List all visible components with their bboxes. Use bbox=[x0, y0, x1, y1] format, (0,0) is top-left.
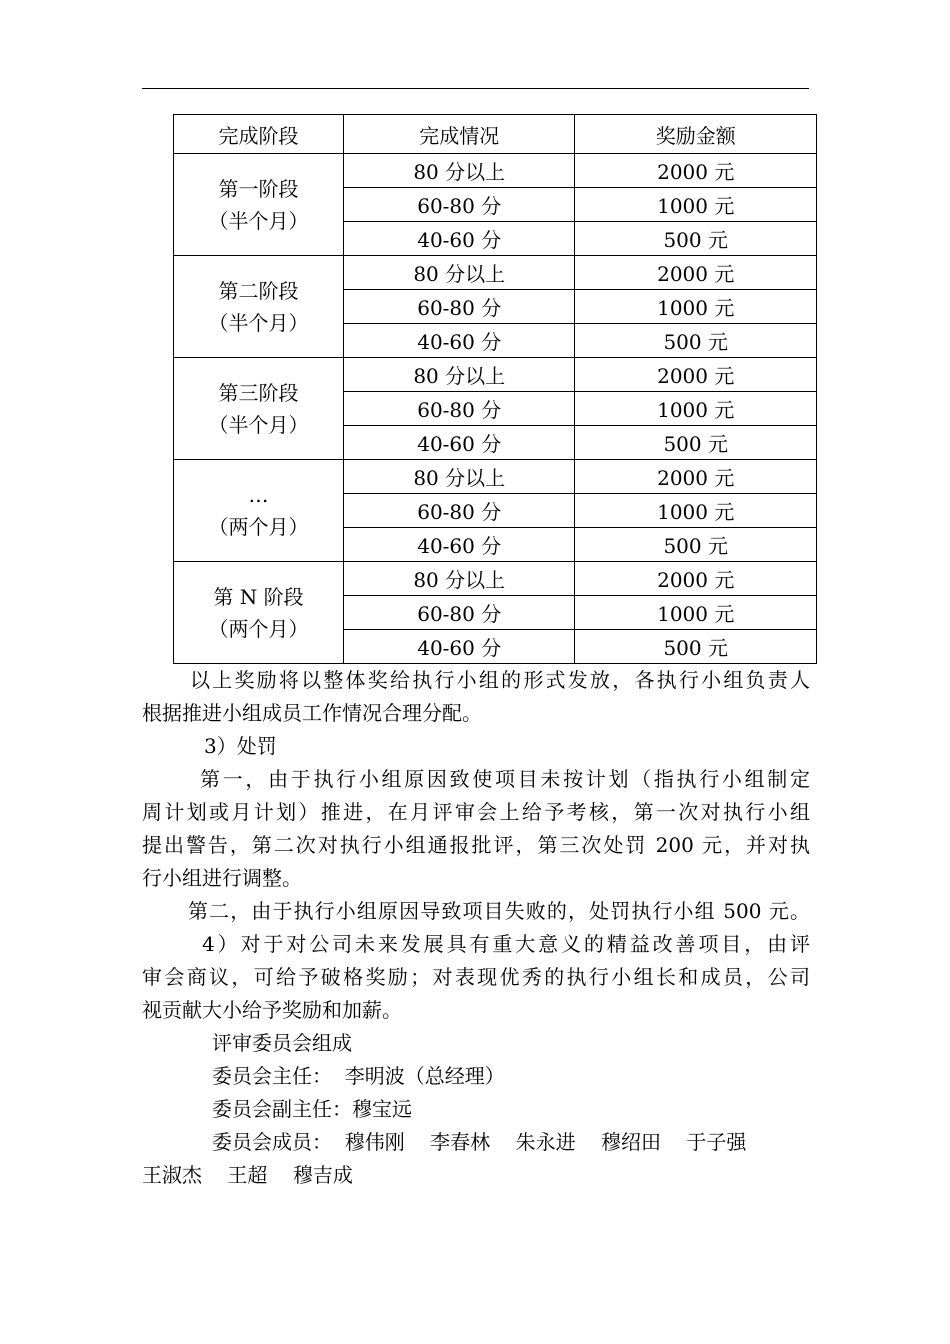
committee-members-line-2: 王淑杰 王超 穆吉成 bbox=[142, 1163, 353, 1187]
reward-cell: 1000 元 bbox=[575, 494, 817, 528]
penalty-2: 第二，由于执行小组原因导致项目失败的，处罚执行小组 500 元。 bbox=[188, 899, 810, 923]
reward-cell: 500 元 bbox=[575, 630, 817, 664]
reward-table-body bbox=[174, 154, 817, 664]
item-4-line-2: 审会商议，可给予破格奖励；对表现优秀的执行小组长和成员，公司 bbox=[142, 965, 810, 989]
reward-cell: 1000 元 bbox=[575, 596, 817, 630]
table-header-row bbox=[174, 115, 817, 154]
penalty-1-line-4: 行小组进行调整。 bbox=[142, 866, 302, 890]
table-row bbox=[174, 460, 817, 494]
condition-cell: 60-80 分 bbox=[344, 188, 575, 222]
committee-heading: 评审委员会组成 bbox=[212, 1031, 352, 1055]
reward-cell: 2000 元 bbox=[575, 154, 817, 188]
reward-cell: 500 元 bbox=[575, 426, 817, 460]
condition-cell: 60-80 分 bbox=[344, 596, 575, 630]
reward-cell: 2000 元 bbox=[575, 256, 817, 290]
header-rule bbox=[142, 88, 809, 89]
table-row bbox=[174, 256, 817, 290]
reward-cell: 1000 元 bbox=[575, 392, 817, 426]
condition-cell: 40-60 分 bbox=[344, 324, 575, 358]
item-4-line-3: 视贡献大小给予奖励和加薪。 bbox=[142, 998, 402, 1022]
condition-cell: 80 分以上 bbox=[344, 358, 575, 392]
penalty-1-line-3: 提出警告，第二次对执行小组通报批评，第三次处罚 200 元，并对执 bbox=[142, 833, 810, 857]
reward-cell: 2000 元 bbox=[575, 460, 817, 494]
condition-cell: 60-80 分 bbox=[344, 290, 575, 324]
committee-members-line-1: 委员会成员： 穆伟刚 李春林 朱永进 穆绍田 于子强 bbox=[212, 1130, 747, 1154]
item-4-line-1: 4）对于对公司未来发展具有重大意义的精益改善项目，由评 bbox=[202, 932, 810, 956]
condition-cell: 80 分以上 bbox=[344, 460, 575, 494]
reward-cell: 500 元 bbox=[575, 528, 817, 562]
reward-table bbox=[173, 114, 817, 664]
stage-name: 第一阶段 bbox=[218, 176, 299, 201]
reward-cell: 1000 元 bbox=[575, 188, 817, 222]
stage-duration: （半个月） bbox=[208, 310, 309, 335]
stage-name: … bbox=[248, 482, 269, 507]
committee-vice-chair: 委员会副主任：穆宝远 bbox=[212, 1097, 412, 1121]
reward-note-line-2: 根据推进小组成员工作情况合理分配。 bbox=[142, 701, 482, 725]
stage-name: 第 N 阶段 bbox=[213, 584, 304, 609]
condition-cell: 80 分以上 bbox=[344, 562, 575, 596]
condition-cell: 40-60 分 bbox=[344, 222, 575, 256]
stage-name: 第三阶段 bbox=[218, 380, 299, 405]
condition-cell: 60-80 分 bbox=[344, 494, 575, 528]
stage-duration: （两个月） bbox=[208, 616, 309, 641]
stage-cell bbox=[174, 460, 344, 562]
condition-cell: 40-60 分 bbox=[344, 426, 575, 460]
stage-duration: （半个月） bbox=[208, 412, 309, 437]
table-row bbox=[174, 154, 817, 188]
header-stage: 完成阶段 bbox=[174, 115, 344, 154]
header-reward: 奖励金额 bbox=[575, 115, 817, 154]
stage-duration: （半个月） bbox=[208, 208, 309, 233]
table-row bbox=[174, 562, 817, 596]
reward-note-line-1: 以上奖励将以整体奖给执行小组的形式发放，各执行小组负责人 bbox=[190, 668, 810, 692]
reward-cell: 2000 元 bbox=[575, 562, 817, 596]
committee-chair: 委员会主任： 李明波（总经理） bbox=[212, 1064, 505, 1088]
body-text bbox=[142, 664, 810, 1192]
penalty-heading: 3）处罚 bbox=[204, 734, 277, 758]
condition-cell: 80 分以上 bbox=[344, 256, 575, 290]
stage-duration: （两个月） bbox=[208, 514, 309, 539]
condition-cell: 40-60 分 bbox=[344, 528, 575, 562]
reward-cell: 500 元 bbox=[575, 324, 817, 358]
condition-cell: 40-60 分 bbox=[344, 630, 575, 664]
table-row bbox=[174, 358, 817, 392]
stage-cell bbox=[174, 256, 344, 358]
condition-cell: 60-80 分 bbox=[344, 392, 575, 426]
condition-cell: 80 分以上 bbox=[344, 154, 575, 188]
reward-cell: 2000 元 bbox=[575, 358, 817, 392]
stage-cell bbox=[174, 562, 344, 664]
reward-cell: 500 元 bbox=[575, 222, 817, 256]
stage-cell bbox=[174, 358, 344, 460]
stage-name: 第二阶段 bbox=[218, 278, 299, 303]
header-condition: 完成情况 bbox=[344, 115, 575, 154]
reward-cell: 1000 元 bbox=[575, 290, 817, 324]
stage-cell bbox=[174, 154, 344, 256]
penalty-1-line-2: 周计划或月计划）推进，在月评审会上给予考核，第一次对执行小组 bbox=[142, 800, 810, 824]
penalty-1-line-1: 第一，由于执行小组原因致使项目未按计划（指执行小组制定 bbox=[200, 767, 810, 791]
